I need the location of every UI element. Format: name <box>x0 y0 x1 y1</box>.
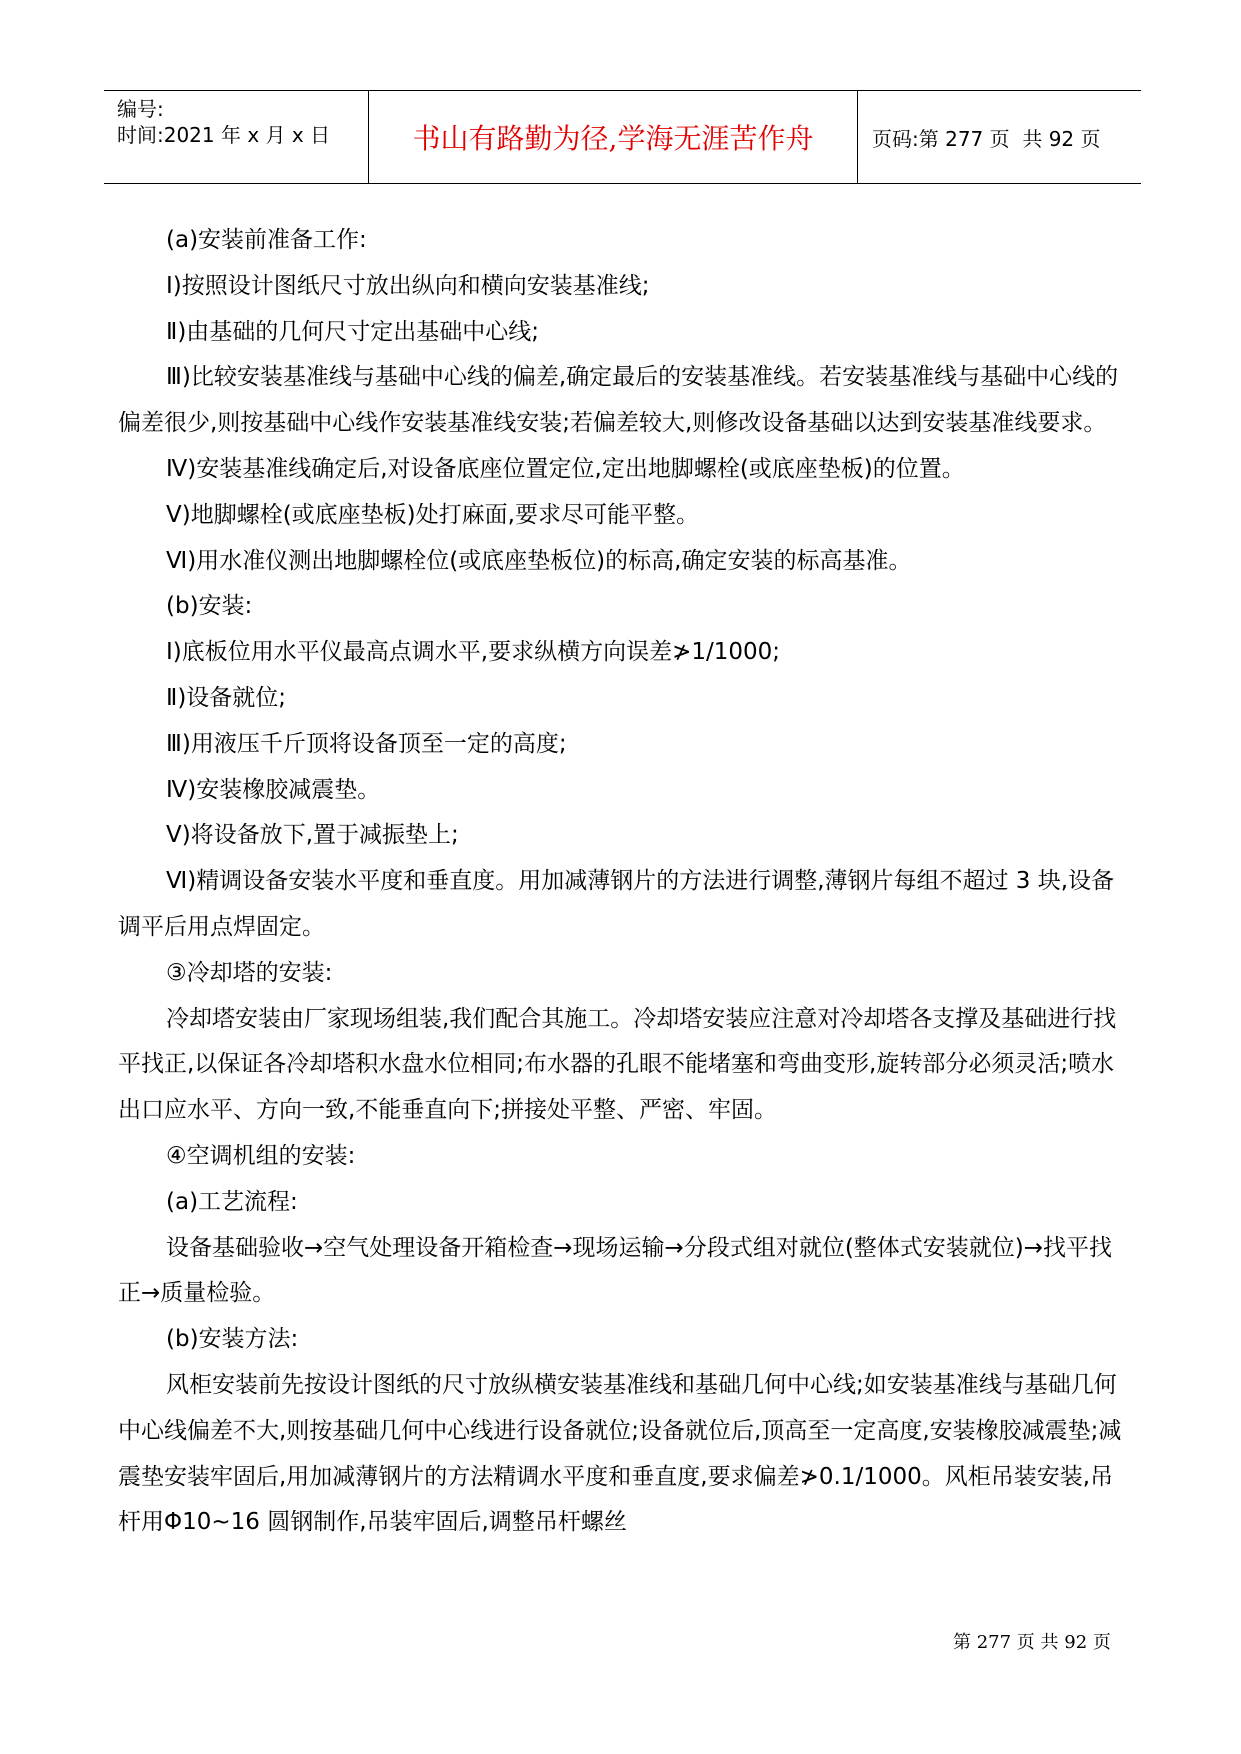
paragraph: Ⅱ)由基础的几何尺寸定出基础中心线; <box>166 318 540 345</box>
document-body <box>118 218 1128 1546</box>
header-page-info-text: 页码:第 277 页 共 92 页 <box>872 126 1101 151</box>
paragraph: ④空调机组的安装: <box>166 1142 356 1169</box>
paragraph: Ⅲ)用液压千斤顶将设备顶至一定的高度; <box>166 730 567 757</box>
paragraph: Ⅴ)将设备放下,置于减振垫上; <box>166 822 459 849</box>
paragraph: Ⅳ)安装基准线确定后,对设备底座位置定位,定出地脚螺栓(或底座垫板)的位置。 <box>166 455 965 482</box>
paragraph: (a)工艺流程: <box>166 1188 298 1215</box>
paragraph: Ⅳ)安装橡胶减震垫。 <box>166 776 381 803</box>
header-divider-right <box>857 91 858 183</box>
paragraph: 设备基础验收→空气处理设备开箱检查→现场运输→分段式组对就位(整体式安装就位)→找平找正→质量检验。 <box>118 1234 1113 1307</box>
page-header <box>104 90 1141 184</box>
paragraph: Ⅰ)按照设计图纸尺寸放出纵向和横向安装基准线; <box>166 272 650 299</box>
page-footer: 第 277 页 共 92 页 <box>953 1632 1111 1653</box>
paragraph: Ⅱ)设备就位; <box>166 684 287 711</box>
paragraph: ③冷却塔的安装: <box>166 959 333 986</box>
document-number-label: 编号: <box>117 97 164 121</box>
paragraph: Ⅵ)用水准仪测出地脚螺栓位(或底座垫板位)的标高,确定安装的标高基准。 <box>166 547 912 574</box>
paragraph: 冷却塔安装由厂家现场组装,我们配合其施工。冷却塔安装应注意对冷却塔各支撑及基础进行找平找正,以保证各冷却塔积水盘水位相同;布水器的孔眼不能堵塞和弯曲变形,旋转部分必须灵活;喷水出口应水平、方向一致,不能垂直向下;拼接处平整、严密、牢固。 <box>118 1005 1117 1124</box>
paragraph: (b)安装: <box>166 593 253 620</box>
paragraph: (b)安装方法: <box>166 1326 299 1353</box>
header-page-info <box>872 91 1101 183</box>
paragraph: (a)安装前准备工作: <box>166 227 367 253</box>
header-meta <box>117 91 367 183</box>
document-time-label: 时间:2021 年 x 月 x 日 <box>117 123 331 147</box>
paragraph: Ⅴ)地脚螺栓(或底座垫板)处打麻面,要求尽可能平整。 <box>166 501 699 528</box>
paragraph: Ⅲ)比较安装基准线与基础中心线的偏差,确定最后的安装基准线。若安装基准线与基础中心线的偏差很少,则按基础中心线作安装基准线安装;若偏差较大,则修改设备基础以达到安装基准线要求。 <box>118 364 1119 437</box>
paragraph: Ⅰ)底板位用水平仪最高点调水平,要求纵横方向误差≯1/1000; <box>166 639 781 666</box>
paragraph: Ⅵ)精调设备安装水平度和垂直度。用加减薄钢片的方法进行调整,薄钢片每组不超过 3 块,设备调平后用点焊固定。 <box>118 868 1115 940</box>
header-motto: 书山有路勤为径,学海无涯苦作舟 <box>412 122 814 155</box>
paragraph: 风柜安装前先按设计图纸的尺寸放纵横安装基准线和基础几何中心线;如安装基准线与基础几何中心线偏差不大,则按基础几何中心线进行设备就位;设备就位后,顶高至一定高度,安装橡胶减震垫;减震垫安装牢固后,用加减薄钢片的方法精调水平度和垂直度,要求偏差≯0.1/1000。风柜吊装安装,吊杆用Φ10~16 圆钢制作,吊装牢固后,调整吊杆螺丝 <box>118 1371 1122 1536</box>
